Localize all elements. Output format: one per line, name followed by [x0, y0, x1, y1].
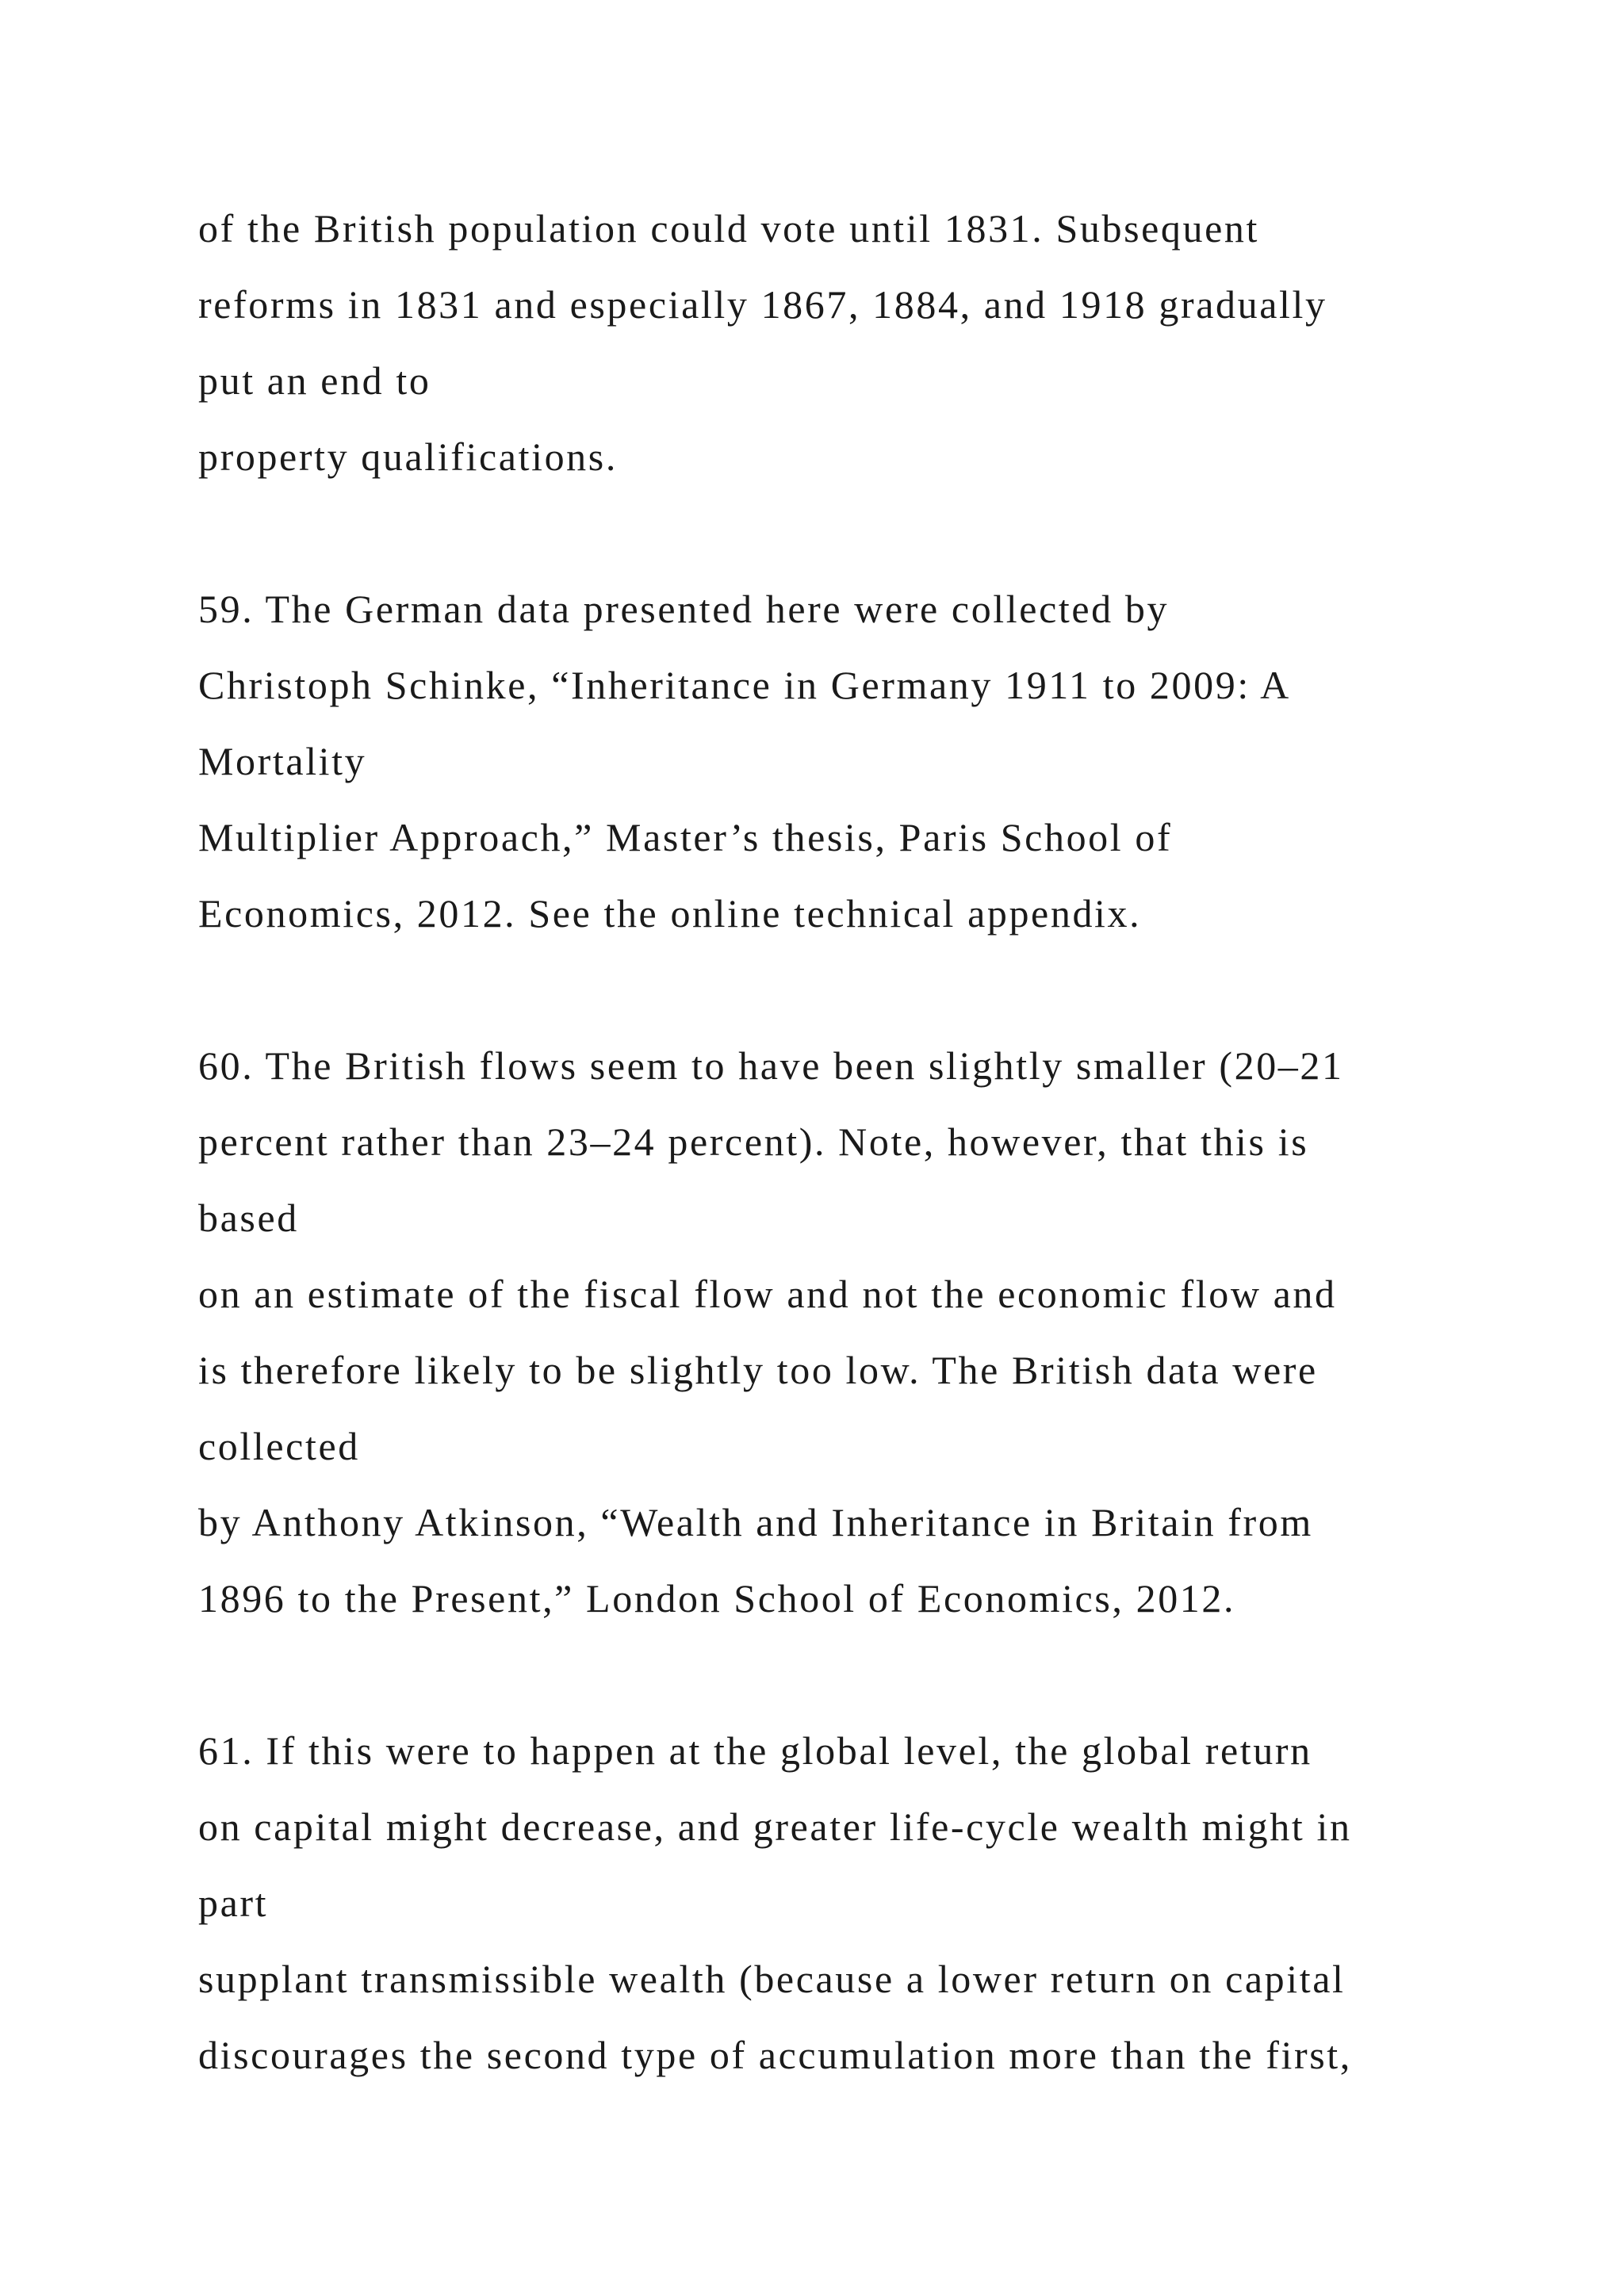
text-line: discourages the second type of accumulation more than the first, — [198, 2033, 1352, 2077]
paragraph-gap — [198, 495, 1546, 571]
footnotes-text — [198, 190, 1546, 2093]
text-line: put an end to — [198, 358, 431, 403]
footnote-61 — [198, 1712, 1546, 2093]
text-line: property qualifications. — [198, 434, 618, 479]
text-line: by Anthony Atkinson, “Wealth and Inheritance in Britain from — [198, 1500, 1313, 1544]
text-line: Economics, 2012. See the online technical appendix. — [198, 891, 1142, 936]
paragraph-gap — [198, 951, 1546, 1027]
text-line: Mortality — [198, 739, 367, 783]
text-line: 60. The British flows seem to have been slightly smaller (20–21 — [198, 1043, 1344, 1088]
text-line: 59. The German data presented here were collected by — [198, 587, 1170, 631]
text-line: part — [198, 1881, 269, 1925]
text-line: reforms in 1831 and especially 1867, 1884, and 1918 gradually — [198, 282, 1327, 327]
footnote-60 — [198, 1027, 1546, 1636]
text-line: 1896 to the Present,” London School of Economics, 2012. — [198, 1576, 1236, 1621]
text-line: Multiplier Approach,” Master’s thesis, Paris School of — [198, 815, 1173, 859]
text-line: of the British population could vote until 1831. Subsequent — [198, 206, 1260, 251]
text-line: is therefore likely to be slightly too low. The British data were — [198, 1348, 1318, 1392]
text-line: percent rather than 23–24 percent). Note, however, that this is — [198, 1119, 1309, 1164]
paragraph-gap — [198, 1636, 1546, 1712]
text-line: on an estimate of the fiscal flow and not the economic flow and — [198, 1272, 1337, 1316]
text-line: based — [198, 1196, 299, 1240]
text-line: supplant transmissible wealth (because a lower return on capital — [198, 1957, 1346, 2001]
text-line: on capital might decrease, and greater life-cycle wealth might in — [198, 1804, 1352, 1849]
footnote-59 — [198, 571, 1546, 951]
text-line: collected — [198, 1424, 360, 1468]
paragraph-continuation — [198, 190, 1546, 495]
text-line: Christoph Schinke, “Inheritance in Germany 1911 to 2009: A — [198, 663, 1291, 707]
text-line: 61. If this were to happen at the global level, the global return — [198, 1728, 1312, 1773]
